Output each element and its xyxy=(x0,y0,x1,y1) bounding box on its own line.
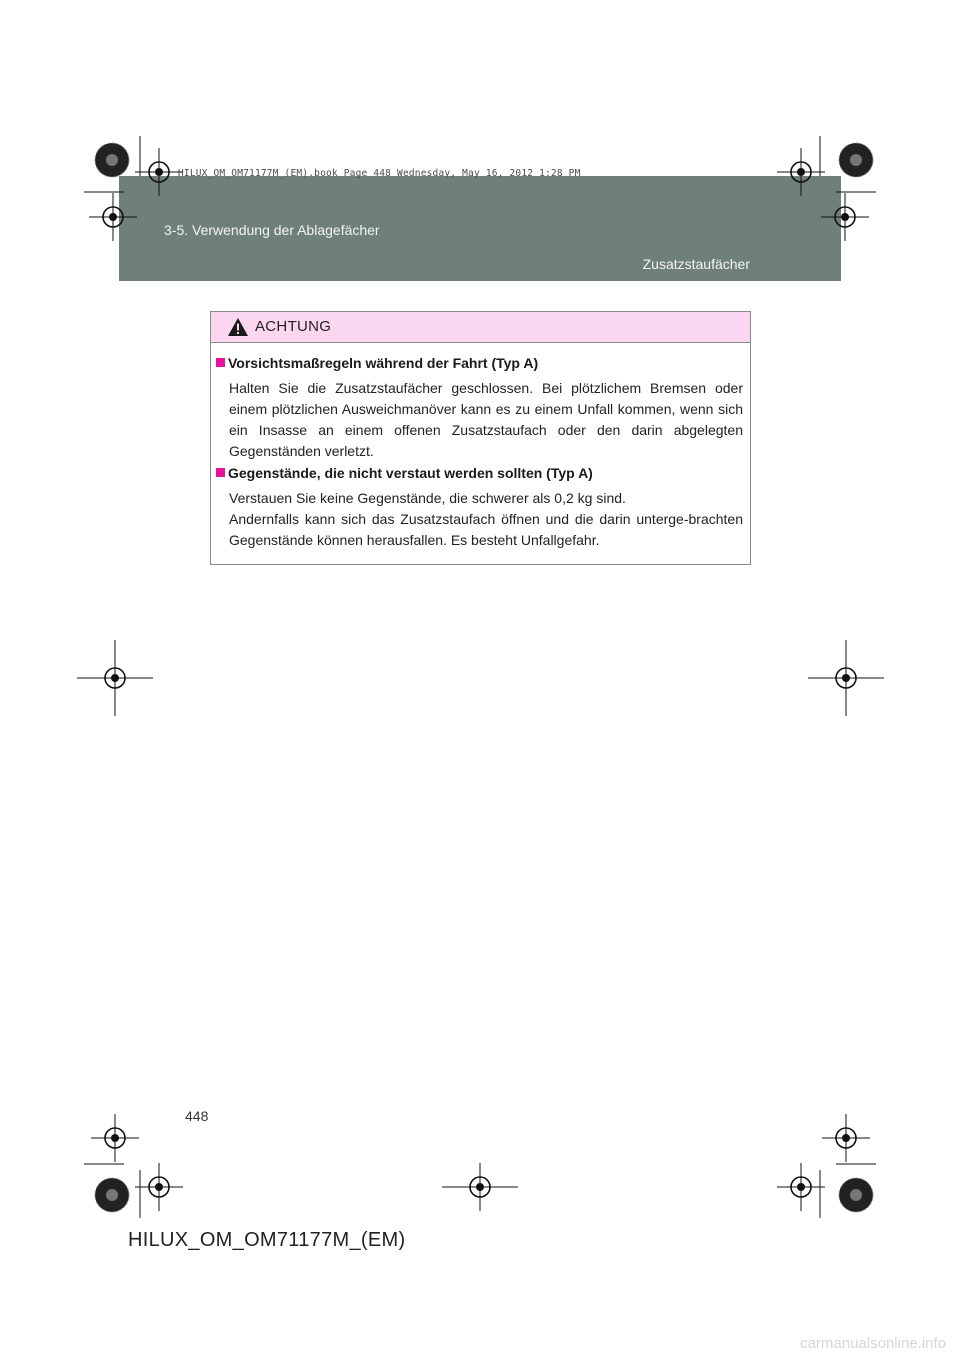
registration-mark-icon xyxy=(135,1163,183,1211)
item-title-text: Gegenstände, die nicht verstaut werden sollten (Typ A) xyxy=(228,465,593,481)
color-registration-wheel-icon xyxy=(95,143,129,177)
registration-mark-icon xyxy=(821,193,869,241)
color-registration-wheel-icon xyxy=(839,143,873,177)
color-registration-wheel-icon xyxy=(839,1178,873,1212)
color-registration-wheel-icon xyxy=(95,1178,129,1212)
paragraph: Andernfalls kann sich das Zusatzstaufach öffnen und die darin unterge-brachten Gegenstände können herausfallen. Es besteht Unfallgefahr. xyxy=(229,511,743,548)
registration-mark-icon xyxy=(442,1163,518,1211)
registration-mark-icon xyxy=(89,193,137,241)
registration-mark-icon xyxy=(777,1163,825,1211)
crop-marks xyxy=(84,136,876,1218)
registration-mark-icon xyxy=(777,148,825,196)
item-title-text: Vorsichtsmaßregeln während der Fahrt (Typ A) xyxy=(228,355,539,371)
print-stamp: HILUX_OM_OM71177M_(EM).book Page 448 Wednesday, May 16, 2012 1:28 PM xyxy=(178,168,581,179)
document-id: HILUX_OM_OM71177M_(EM) xyxy=(128,1229,406,1251)
registration-mark-icon xyxy=(822,1114,870,1162)
registration-mark-icon xyxy=(77,640,153,716)
page-number: 448 xyxy=(185,1108,209,1124)
caution-label: ACHTUNG xyxy=(255,318,332,335)
watermark: carmanualsonline.info xyxy=(800,1335,946,1352)
page-topic: Zusatzstaufächer xyxy=(642,256,750,272)
registration-mark-icon xyxy=(808,640,884,716)
section-title: 3-5. Verwendung der Ablagefächer xyxy=(164,222,380,238)
paragraph: Halten Sie die Zusatzstaufächer geschlossen. Bei plötzlichem Bremsen oder einem plötzlichen Ausweichmanöver kann es zu einem Unfall kommen, wenn sich ein Insasse an einem offenen Zusatzstaufach oder den darin abgelegten Gegenständen verletzt. xyxy=(229,380,743,459)
paragraph: Verstauen Sie keine Gegenstände, die schwerer als 0,2 kg sind. xyxy=(229,490,626,506)
registration-mark-icon xyxy=(135,148,183,196)
registration-mark-icon xyxy=(91,1114,139,1162)
